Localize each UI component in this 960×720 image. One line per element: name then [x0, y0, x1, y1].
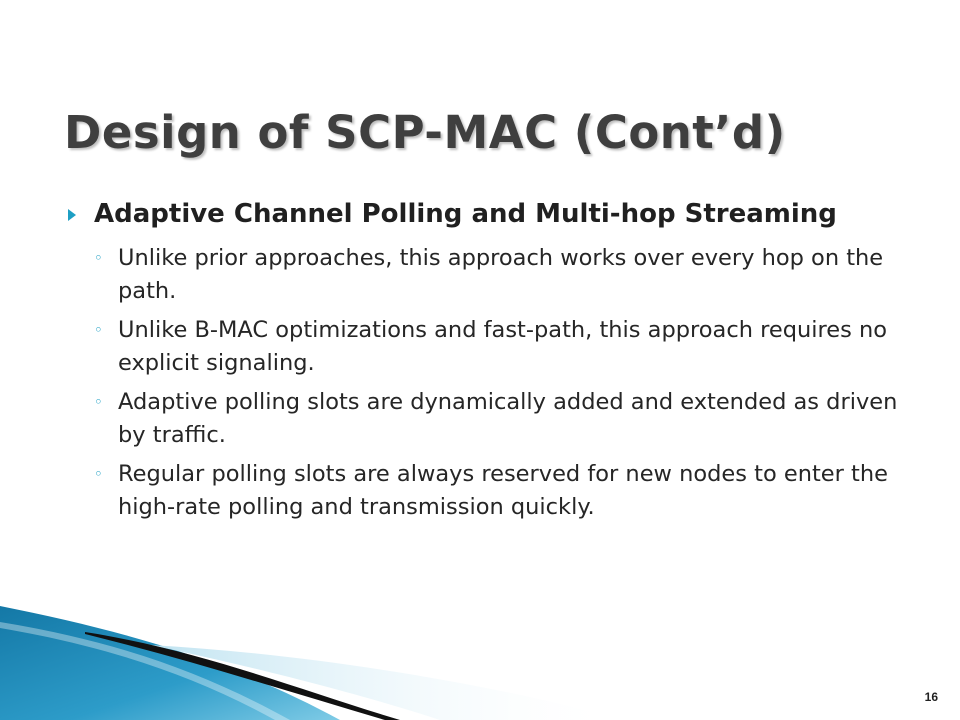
circle-bullet-icon: ◦: [94, 321, 103, 339]
bullet-level1-text: Adaptive Channel Polling and Multi-hop Streaming: [94, 199, 837, 229]
circle-bullet-icon: ◦: [94, 393, 103, 411]
sub-bullet: [94, 314, 904, 380]
sub-bullet-text: Adaptive polling slots are dynamically added and extended as driven by traffic.: [118, 389, 898, 448]
sub-bullet: [94, 242, 904, 308]
sub-bullet-text: Unlike B-MAC optimizations and fast-path, this approach requires no explicit signaling.: [118, 317, 887, 376]
sub-bullet-list: [64, 242, 904, 524]
sub-bullet: [94, 386, 904, 452]
page-number: 16: [924, 690, 938, 704]
slide-body: [64, 195, 904, 530]
bullet-level1: [64, 195, 904, 234]
circle-bullet-icon: ◦: [94, 465, 103, 483]
circle-bullet-icon: ◦: [94, 249, 103, 267]
sub-bullet: [94, 458, 904, 524]
triangle-bullet-icon: [64, 195, 94, 221]
sub-bullet-text: Regular polling slots are always reserved for new nodes to enter the high-rate polling and transmission quickly.: [118, 461, 888, 520]
sub-bullet-text: Unlike prior approaches, this approach works over every hop on the path.: [118, 245, 884, 304]
slide-title: Design of SCP-MAC (Cont’d): [64, 106, 786, 159]
